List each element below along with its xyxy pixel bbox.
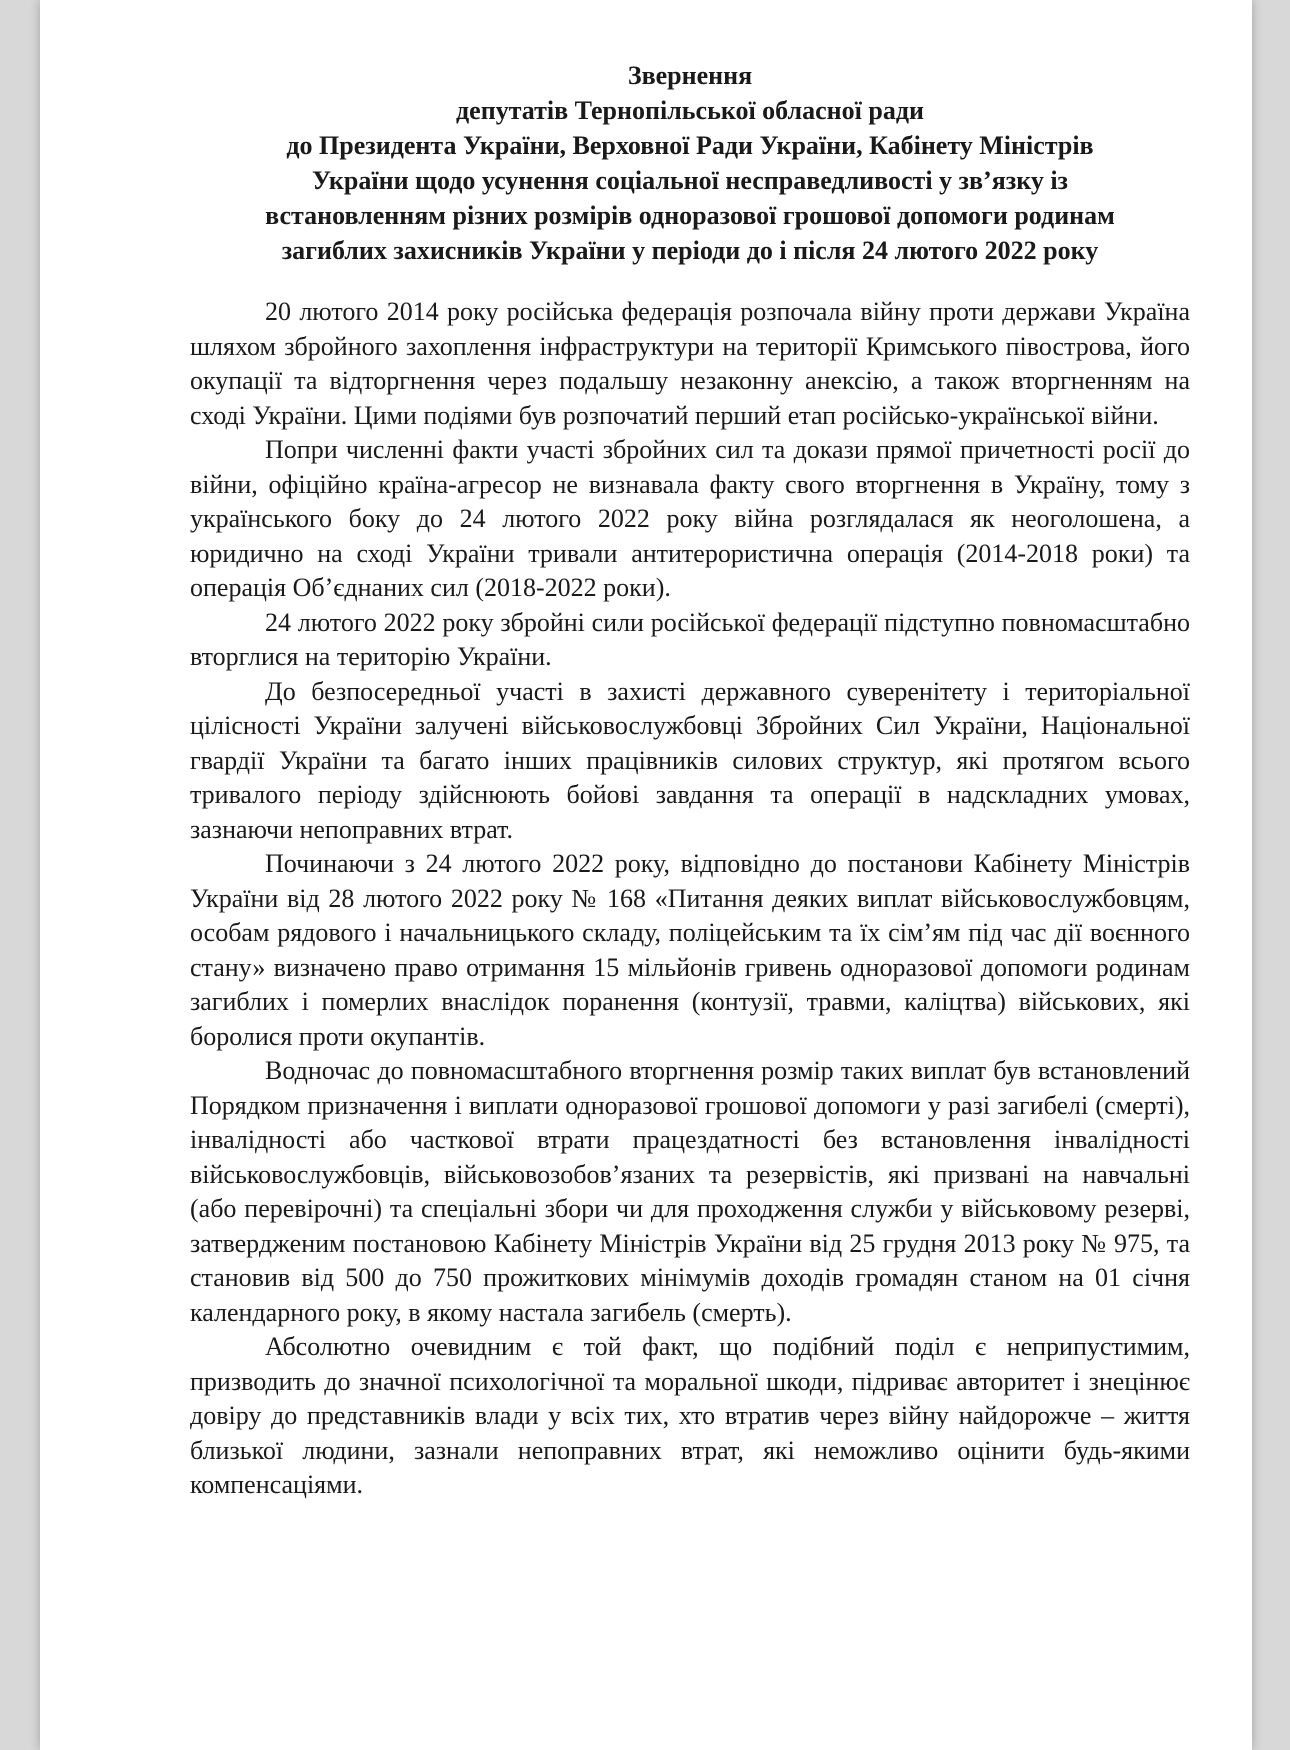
paragraph: Починаючи з 24 лютого 2022 року, відповідно до постанови Кабінету Міністрів України від 28 лютого 2022 року № 168 «Питання деяких виплат військовослужбовцям, особам рядового і начальницького складу, поліцейським та їх сім’ям під час дії воєнного стану» визначено право отримання 15 мільйонів гривень одноразової допомоги родинам загиблих і померлих внаслідок поранення (контузії, травми, каліцтва) військових, які боролися проти окупантів.	[190, 849, 1190, 1051]
paragraph: 24 лютого 2022 року збройні сили російської федерації підступно повномасштабно вторглися на територію України.	[190, 607, 1190, 671]
paragraph: Водночас до повномасштабного вторгнення розмір таких виплат був встановлений Порядком призначення і виплати одноразової грошової допомоги у разі загибелі (смерті), інвалідності або часткової втрати працездатності без встановлення інвалідності військовослужбовців, військовозобов’язаних та резервістів, які призвані на навчальні (або перевірочні) та спеціальні збори чи для проходження служби у військовому резерві, затвердженим постановою Кабінету Міністрів України від 25 грудня 2013 року № 975, та становив від 500 до 750 прожиткових мінімумів доходів громадян станом на 01 січня календарного року, в якому настала загибель (смерть).	[190, 1056, 1190, 1327]
title-line: встановленням різних розмірів одноразової грошової допомоги родинам	[265, 201, 1115, 230]
paragraph: До безпосередньої участі в захисті державного суверенітету і територіальної цілісності України залучені військовослужбовці Збройних Сил України, Національної гвардії України та багато інших працівників силових структур, які протягом всього тривалого періоду здійснюють бойові завдання та операції в надскладних умовах, зазнаючи непоправних втрат.	[190, 676, 1190, 844]
document-body	[190, 295, 1190, 1503]
title-line: загиблих захисників України у періоди до і після 24 лютого 2022 року	[281, 236, 1099, 265]
document-page	[40, 0, 1252, 1750]
paragraph: Попри численні факти участі збройних сил та докази прямої причетності росії до війни, офіційно країна-агресор не визнавала факту свого вторгнення в Україну, тому з українського боку до 24 лютого 2022 року війна розглядалася як неоголошена, а юридично на сході України тривали антитерористична операція (2014-2018 роки) та операція Об’єднаних сил (2018-2022 роки).	[190, 435, 1190, 602]
document-title	[190, 58, 1190, 268]
paragraph: 20 лютого 2014 року російська федерація розпочала війну проти держави Україна шляхом збройного захоплення інфраструктури на території Кримського півострова, його окупації та відторгнення через подальшу незаконну анексію, а також вторгненням на сході України. Цими подіями був розпочатий перший етап російсько-української війни.	[190, 297, 1190, 430]
title-line: Звернення	[627, 61, 753, 90]
title-line: депутатів Тернопільської обласної ради	[456, 96, 924, 125]
title-line: України щодо усунення соціальної несправедливості у зв’язку із	[311, 166, 1068, 195]
paragraph: Абсолютно очевидним є той факт, що подібний поділ є неприпустимим, призводить до значної психологічної та моральної шкоди, підриває авторитет і знецінює довіру до представників влади у всіх тих, хто втратив через війну найдорожче – життя близької людини, зазнали непоправних втрат, які неможливо оцінити будь-якими компенсаціями.	[190, 1332, 1190, 1499]
title-line: до Президента України, Верховної Ради України, Кабінету Міністрів	[286, 131, 1094, 160]
